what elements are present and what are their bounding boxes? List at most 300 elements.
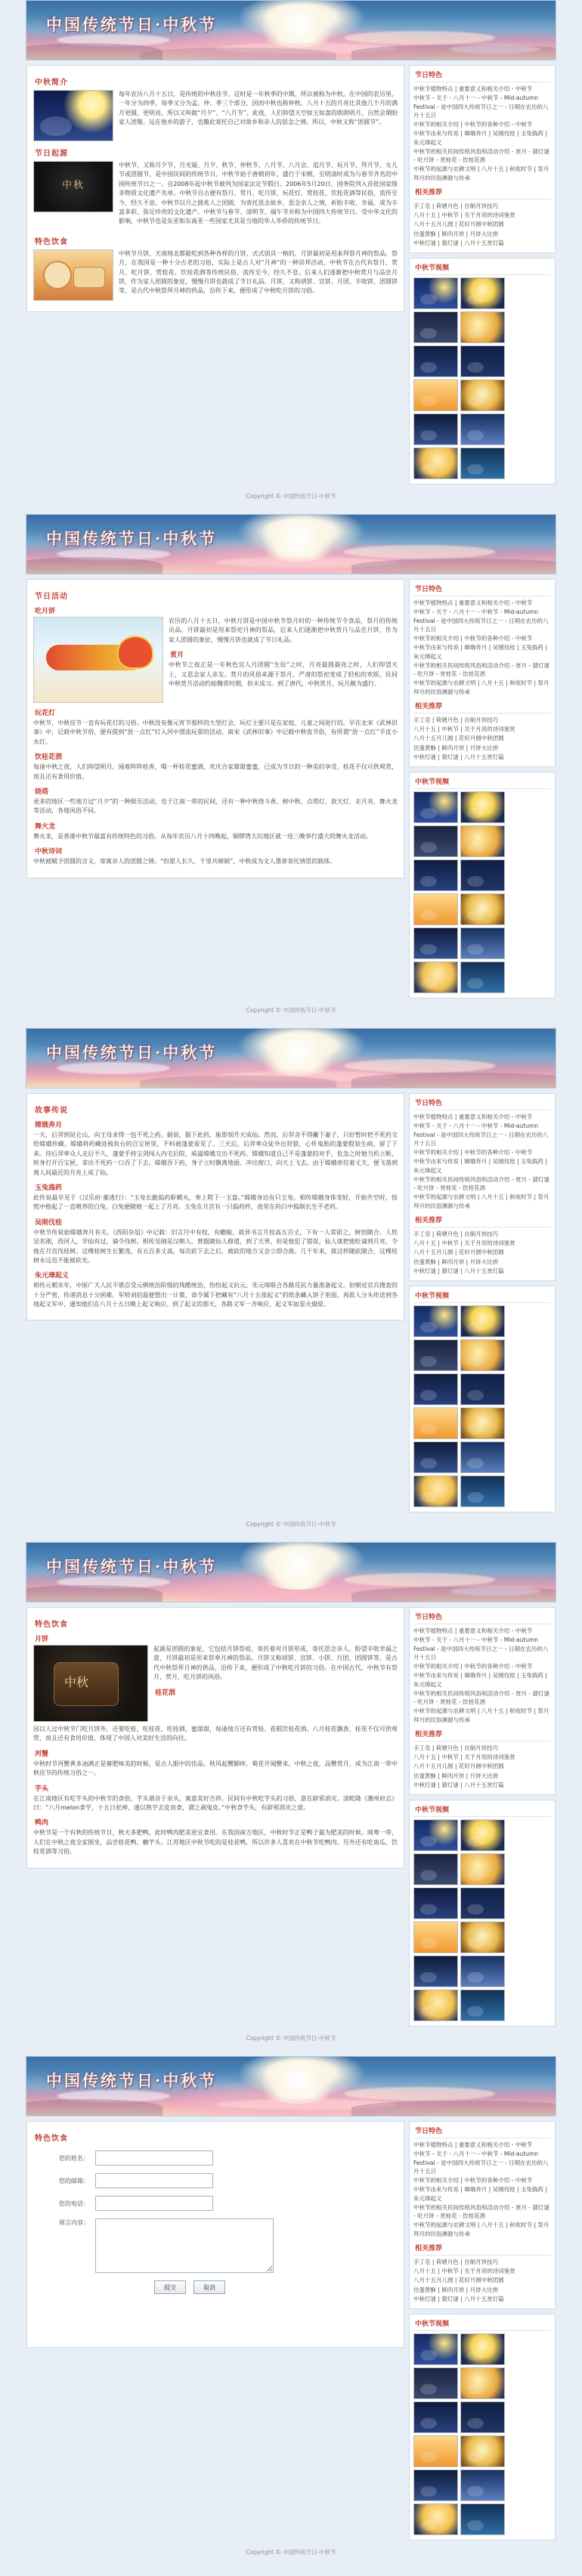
activity-title-mooncake: 吃月饼	[35, 608, 56, 615]
recommend-link[interactable]: 仿蛋黄酥 | 鲜肉月饼 | 月饼大比拼	[413, 1258, 499, 1265]
list-item[interactable]	[413, 202, 551, 211]
recommend-link[interactable]: 八月十五月儿圆 | 花好月圆中秋团圆	[413, 735, 504, 742]
hot-list	[413, 599, 551, 697]
gallery-thumb[interactable]	[413, 1305, 458, 1337]
form-row-email	[47, 2173, 398, 2188]
gallery-thumb[interactable]	[460, 1441, 505, 1473]
gallery-thumb[interactable]	[460, 413, 505, 445]
gallery-thumb[interactable]	[413, 1441, 458, 1473]
banner-moon	[253, 5, 342, 48]
banner-moon	[253, 519, 342, 562]
hot-link[interactable]: 中秋节 - 关于 - 八月十一 - 中秋节 - Mid-autumn Festival - 是中国四大传统节日之一 - 日期在农历的八月十五日	[413, 1636, 549, 1661]
gallery-thumbs	[413, 791, 551, 993]
banner-cloud	[344, 545, 495, 559]
activity-title-fire-dragon: 舞火龙	[35, 822, 56, 831]
food-title-mooncake: 月饼	[35, 1636, 49, 1643]
gallery-thumb[interactable]	[413, 2503, 458, 2535]
list-item[interactable]	[413, 1113, 551, 1122]
banner-hill	[140, 1076, 336, 1088]
banner-moon	[253, 1547, 342, 1590]
banner-cloud	[344, 2087, 495, 2101]
food-text-osmanthus-wine: 因以人过中秋节门吃月饼外，还要吃桂、吃桂花、吃桂酒，蜜甜甜，每逢地方还有赏桂、花糕饮桂花酒。八月桂花飘香，桂花不仅可供观赏，而且还有食用价值，体现了中国人对美好生活的向往。	[33, 1726, 398, 1742]
dragon-dance-photo	[33, 617, 163, 703]
food-text-mooncake: 起源是团圆的象征，它包括月饼祭祖，寄托着对月饼形成，寄托思念亲人、盼望丰收幸福之意，月饼最初是用来祭奉月神的祭品。月饼又称胡饼、宫饼、小饼、月团、团圆饼等，是古代中秋祭拜月神的供品，沿传下来，便形成了中秋吃月饼的习俗。在中国古代，中秋节有祭月、赏月、吃月饼的风俗。	[153, 1646, 398, 1681]
hot-list	[413, 85, 551, 183]
list-item[interactable]	[413, 1671, 551, 1689]
recommend-link[interactable]: 八月十五月儿圆 | 花好月圆中秋团圆	[413, 221, 504, 228]
recommend-link[interactable]: 八月十五 | 中秋节 | 关于月亮的诗词鉴赏	[413, 212, 515, 218]
hot-panel	[409, 1607, 556, 1795]
recommend-list	[413, 1230, 551, 1276]
recommend-link[interactable]: 仿蛋黄酥 | 鲜肉月饼 | 月饼大比拼	[413, 230, 499, 237]
recommend-link[interactable]: 仿蛋黄酥 | 鲜肉月饼 | 月饼大比拼	[413, 2286, 499, 2293]
food-text-block	[153, 1645, 398, 1698]
gallery-thumb[interactable]	[413, 1887, 458, 1919]
gallery-thumb[interactable]	[460, 1955, 505, 1987]
gallery-thumb[interactable]	[460, 1819, 505, 1851]
list-item[interactable]	[413, 2295, 551, 2304]
list-item[interactable]	[413, 230, 551, 239]
list-item[interactable]	[413, 1230, 551, 1239]
banner-cloud	[57, 1062, 170, 1074]
hot-link[interactable]: 中秋节植物特点 | 重要意义和相关介绍 - 中秋节	[413, 599, 533, 606]
gallery-panel	[409, 258, 556, 485]
gallery-thumb[interactable]	[460, 1989, 505, 2021]
recommend-link[interactable]: 八月十五月儿圆 | 花好月圆中秋团圆	[413, 1763, 504, 1770]
list-item[interactable]	[413, 753, 551, 762]
gallery-thumb[interactable]	[413, 1373, 458, 1405]
activity-row-mooncake	[33, 617, 398, 703]
gallery-panel-title: 中秋节视频	[413, 1290, 551, 1303]
list-item[interactable]	[413, 1772, 551, 1781]
activity-title-osmanthus-wine: 饮桂花酒	[35, 754, 63, 762]
food-row	[33, 249, 398, 301]
form-row-name	[47, 2150, 398, 2166]
list-item[interactable]	[413, 1636, 551, 1662]
banner-hill	[351, 2101, 556, 2116]
list-item[interactable]	[413, 2203, 551, 2221]
name-input[interactable]	[95, 2150, 213, 2166]
recommend-link[interactable]: 八月十五 | 中秋节 | 关于月亮的诗词鉴赏	[413, 726, 515, 732]
sidebar-1	[409, 65, 556, 489]
recommend-link[interactable]: 仿蛋黄酥 | 鲜肉月饼 | 月饼大比拼	[413, 744, 499, 751]
content-wrap-3	[26, 1093, 556, 1517]
list-item[interactable]	[413, 608, 551, 634]
origin-text: 中秋节，又称月夕节、月光诞、月夕、秋节、仲秋节、八月节、八月会、追月节、玩月节、拜月节、女儿节或团圆节，是中国民间的传统节日。中秋节始于唐朝初年，盛行于宋朝，至明清时成为与春节齐名的中国传统节日之一。自2008年起中秋节被列为国家法定节假日。2006年5月20日，国务院列入首批国家级非物质文化遗产名单。中秋节自古便有祭月、赏月、吃月饼、玩花灯、赏桂花、饮桂花酒等民俗，流传至今，经久不息。中秋节以月之圆兆人之团圆，为寄托思念故乡，思念亲人之情，祈盼丰收、幸福，成为丰富多彩、弥足珍贵的文化遗产。中秋节与春节、清明节、端午节并称为中国四大传统节日。受中华文化的影响，中秋节也是东亚和东南亚一些国家尤其是当地的华人华侨的传统节日。	[119, 162, 398, 225]
message-label: 留言内容：	[59, 2219, 89, 2226]
activity-text-moonview: 中秋节之夜正是一年秋色宜人月团圆“生辰”之时，月亮最圆最亮之时，人们仰望天上，又思念家人亲友。赏月的风俗来源于祭月，严肃的祭祀变成了轻松的欢娱。民间中秋赏月活动约始魏晋时期，但未成习。到了唐代，中秋赏月、玩月颇为盛行。	[169, 661, 398, 687]
list-item[interactable]	[413, 2141, 551, 2150]
footer: Copyright © 中国传统节日-中秋节	[246, 493, 336, 500]
site-banner	[26, 1028, 556, 1088]
hot-link[interactable]: 中秋节的相关民间传统风俗和活动介绍 - 赏月 - 猜灯谜 - 吃月饼 - 赏桂花 - 饮桂花酒	[413, 147, 549, 163]
hot-list	[413, 2141, 551, 2239]
activity-title-poetry: 中秋诗词	[35, 848, 63, 856]
banner-title: 中国传统节日·中秋节	[46, 2071, 218, 2090]
gallery-thumb[interactable]	[413, 1339, 458, 1371]
legend-text-jade-rabbit: 此传说最早见于《汉乐府·董逃行》：“玉兔长跪捣药虾蟆丸，奉上陛下一玉盘。”嫦娥身边有只玉兔。相传嫦娥身体变轻，开始升空时，惊慌中抱起了一直喂养的白兔。白兔便随她一起上了月亮。玉兔在月宫有一只捣药杵，夜里在药臼中捣制长生不老药。	[33, 1194, 398, 1211]
recommend-link[interactable]: 中秋灯谜 | 猜灯谜 | 八月十五赏灯篇	[413, 753, 504, 760]
gallery-thumb[interactable]	[413, 1921, 458, 1953]
gallery-thumb[interactable]	[460, 277, 505, 309]
gallery-thumb[interactable]	[413, 1475, 458, 1507]
gallery-thumb[interactable]	[413, 961, 458, 993]
gallery-panel	[409, 772, 556, 999]
gallery-thumb[interactable]	[413, 413, 458, 445]
list-item[interactable]	[413, 2276, 551, 2285]
gallery-thumb[interactable]	[460, 2435, 505, 2467]
hot-link[interactable]: 中秋节的相关介绍 | 中秋节的各种介绍 - 中秋节	[413, 635, 533, 642]
banner-hill	[351, 1073, 556, 1088]
gallery-thumb[interactable]	[413, 2367, 458, 2399]
list-item[interactable]	[413, 2185, 551, 2203]
list-item[interactable]	[413, 599, 551, 608]
section-title-intro: 中秋简介	[35, 79, 68, 87]
list-item[interactable]	[413, 1193, 551, 1211]
list-item[interactable]	[413, 1148, 551, 1157]
footer: Copyright © 中国传统节日-中秋节	[246, 1007, 336, 1014]
form-buttons	[154, 2280, 398, 2294]
activity-text-block	[169, 617, 398, 692]
list-item[interactable]	[413, 120, 551, 129]
hot-link[interactable]: 中秋节的起源与农耕文明 | 八月十五 | 秋收时节 | 祭月拜月的民俗渊源与传承	[413, 1708, 549, 1723]
gallery-thumbs	[413, 1819, 551, 2021]
gallery-thumb[interactable]	[413, 379, 458, 411]
recommend-link[interactable]: 中秋灯谜 | 猜灯谜 | 八月十五赏灯篇	[413, 239, 504, 246]
gallery-thumb[interactable]	[413, 825, 458, 857]
submit-button[interactable]: 提交	[154, 2280, 186, 2294]
gallery-thumbs	[413, 277, 551, 479]
gallery-thumb[interactable]	[413, 2469, 458, 2501]
hot-link[interactable]: 中秋节 - 关于 - 八月十一 - 中秋节 - Mid-autumn Festival - 是中国四大传统节日之一 - 日期在农历的八月十五日	[413, 608, 549, 633]
gallery-thumb[interactable]	[460, 961, 505, 993]
activity-text-lantern: 中秋节，中秋佳节一直有玩花灯的习俗。中秋没有像元宵节那样的大型灯会，玩灯主要只是在家庭、儿童之间进行的。早在北宋《武林旧事》中，记载中秋节俗，便有提到“放一点红”灯入河中漂流玩耍的活动。南宋《武林旧事》中记载中秋夜节俗，有所谓“放一点红”羊皮小水灯。	[33, 720, 398, 745]
list-item[interactable]	[413, 147, 551, 166]
legend-text-wugang: 中秋节传说始嫦娥奔月有关。《酉阳杂俎》中记载：旧言月中有桂，有蟾蜍，故异书言月桂高五百丈，下有一人常斫之，树创随合。人姓吴名刚，西河人，学仙有过，谪令伐树。相传吴刚是汉朝人，曾跟随仙人修道，到了天界，但是他犯了错误，仙人就把他贬谪到月亮，令他在月宫伐桂树。这棵桂树生长繁茂，有五百多丈高，每次砍下去之后，被砍的地方又会立即合拢。几千年来，就这样随砍随合，这棵桂树永远也不能被砍光。	[33, 1228, 398, 1264]
sidebar-2	[409, 579, 556, 1003]
gallery-thumb[interactable]	[460, 2367, 505, 2399]
hot-panel-title: 节日特色	[413, 2125, 551, 2138]
gallery-thumbs	[413, 1305, 551, 1507]
gallery-thumb[interactable]	[460, 2469, 505, 2501]
hot-link[interactable]: 中秋节的起源与农耕文明 | 八月十五 | 秋收时节 | 祭月拜月的民俗渊源与传承	[413, 2221, 549, 2237]
gallery-thumb[interactable]	[460, 791, 505, 823]
hot-panel	[409, 1093, 556, 1281]
banner-title: 中国传统节日·中秋节	[46, 529, 218, 548]
list-item[interactable]	[413, 725, 551, 734]
hot-link[interactable]: 中秋节的相关介绍 | 中秋节的各种介绍 - 中秋节	[413, 1149, 533, 1156]
activity-title-burning-tower: 烧塔	[35, 788, 49, 796]
banner-cloud	[344, 1573, 495, 1587]
hot-link[interactable]: 中秋节的相关民间传统风俗和活动介绍 - 赏月 - 猜灯谜 - 吃月饼 - 赏桂花 - 饮桂花酒	[413, 1175, 549, 1191]
banner-hill	[140, 48, 336, 60]
content-wrap-4	[26, 1607, 556, 2031]
legend-title-change: 嫦娥奔月	[35, 1122, 63, 1129]
hot-link[interactable]: 中秋节由来与传说 | 嫦娥奔月 | 吴刚伐桂 | 玉兔捣药 | 朱元璋起义	[413, 644, 547, 660]
gallery-panel-title: 中秋节视频	[413, 2317, 551, 2331]
gallery-thumb[interactable]	[460, 1853, 505, 1885]
hot-panel	[409, 65, 556, 253]
hot-link[interactable]: 中秋节 - 关于 - 八月十一 - 中秋节 - Mid-autumn Festival - 是中国四大传统节日之一 - 日期在农历的八月十五日	[413, 94, 549, 119]
gallery-thumb[interactable]	[460, 825, 505, 857]
list-item[interactable]	[413, 165, 551, 183]
list-item[interactable]	[413, 1122, 551, 1148]
site-banner	[26, 0, 556, 60]
list-item[interactable]	[413, 1762, 551, 1771]
hot-link[interactable]: 中秋节由来与传说 | 嫦娥奔月 | 吴刚伐桂 | 玉兔捣药 | 朱元璋起义	[413, 1158, 547, 1174]
recommend-link[interactable]: 手工皂 | 荷塘月色 | 自制月饼技巧	[413, 1744, 499, 1751]
legend-title-wugang: 吴刚伐桂	[35, 1218, 63, 1227]
list-item[interactable]	[413, 94, 551, 120]
food-title-duck: 鸭肉	[35, 1819, 49, 1828]
gallery-thumb[interactable]	[460, 379, 505, 411]
email-label: 您的邮箱：	[59, 2177, 89, 2184]
main-column-2	[26, 579, 404, 878]
activity-title-moonview: 赏月	[170, 652, 184, 660]
gallery-thumb[interactable]	[460, 1887, 505, 1919]
hot-panel	[409, 2121, 556, 2309]
hot-link[interactable]: 中秋节由来与传说 | 嫦娥奔月 | 吴刚伐桂 | 玉兔捣药 | 朱元璋起义	[413, 130, 547, 146]
recommend-list	[413, 202, 551, 248]
mooncake-logo-photo	[33, 161, 113, 212]
recommend-panel-title: 相关推荐	[413, 186, 551, 200]
banner-hill	[351, 45, 556, 60]
list-item[interactable]	[413, 85, 551, 94]
banner-hill	[26, 557, 163, 574]
list-item[interactable]	[413, 734, 551, 743]
hot-link[interactable]: 中秋节的相关介绍 | 中秋节的各种介绍 - 中秋节	[413, 121, 533, 128]
list-item[interactable]	[413, 1157, 551, 1175]
gallery-thumb[interactable]	[460, 1475, 505, 1507]
food-title-osmanthus-wine: 桂花酒	[155, 1689, 176, 1697]
gallery-thumb[interactable]	[413, 1989, 458, 2021]
banner-moon	[253, 1033, 342, 1076]
gallery-thumb[interactable]	[460, 2333, 505, 2365]
banner-title: 中国传统节日·中秋节	[46, 15, 218, 34]
hot-link[interactable]: 中秋节 - 关于 - 八月十一 - 中秋节 - Mid-autumn Festival - 是中国四大传统节日之一 - 日期在农历的八月十五日	[413, 1122, 549, 1147]
list-item[interactable]	[413, 2267, 551, 2276]
activity-text-poetry: 中秋被赋予团圆的含义，寄寓亲人的团圆之情。“但愿人长久，千里共婵娟”，中秋成为文人墨客寄托情思的载体。	[33, 858, 336, 865]
form-row-message	[47, 2218, 398, 2273]
recommend-link[interactable]: 八月十五月儿圆 | 花好月圆中秋团圆	[413, 1249, 504, 1256]
recommend-list	[413, 1744, 551, 1790]
recommend-panel-title: 相关推荐	[413, 1728, 551, 1742]
sidebar-5	[409, 2121, 556, 2545]
banner-cloud	[344, 1059, 495, 1073]
hot-link[interactable]: 中秋节的相关民间传统风俗和活动介绍 - 赏月 - 猜灯谜 - 吃月饼 - 赏桂花 - 饮桂花酒	[413, 661, 549, 677]
gallery-thumb[interactable]	[413, 2333, 458, 2365]
recommend-panel-title: 相关推荐	[413, 2242, 551, 2256]
origin-row	[33, 161, 398, 230]
footer: Copyright © 中国传统节日-中秋节	[246, 1521, 336, 1528]
banner-hill	[351, 559, 556, 574]
hot-link[interactable]: 中秋节的起源与农耕文明 | 八月十五 | 秋收时节 | 祭月拜月的民俗渊源与传承	[413, 166, 549, 181]
recommend-link[interactable]: 中秋灯谜 | 猜灯谜 | 八月十五赏灯篇	[413, 2295, 504, 2302]
gallery-thumb[interactable]	[460, 345, 505, 377]
banner-title: 中国传统节日·中秋节	[46, 1557, 218, 1576]
list-item[interactable]	[413, 1239, 551, 1248]
hot-link[interactable]: 中秋节由来与传说 | 嫦娥奔月 | 吴刚伐桂 | 玉兔捣药 | 朱元璋起义	[413, 2186, 547, 2202]
list-item[interactable]	[413, 2221, 551, 2239]
gallery-thumb[interactable]	[413, 311, 458, 343]
list-item[interactable]	[413, 679, 551, 697]
gallery-thumb[interactable]	[460, 1373, 505, 1405]
section-title-special-food: 特色饮食	[35, 1621, 68, 1629]
hot-link[interactable]: 中秋节植物特点 | 重要意义和相关介绍 - 中秋节	[413, 1627, 533, 1634]
gallery-thumb[interactable]	[413, 447, 458, 479]
gallery-panel	[409, 2314, 556, 2540]
gallery-panel-title: 中秋节视频	[413, 262, 551, 275]
list-item[interactable]	[413, 1248, 551, 1257]
gallery-thumb[interactable]	[460, 2503, 505, 2535]
gallery-thumb[interactable]	[460, 893, 505, 925]
hot-link[interactable]: 中秋节植物特点 | 重要意义和相关介绍 - 中秋节	[413, 2141, 533, 2148]
gallery-thumb[interactable]	[413, 2401, 458, 2433]
activity-text-fire-dragon: 舞火龙，是香港中秋节最富有传统特色的习俗。从每年农历八月十四晚起，铜锣湾大坑地区就一连三晚举行盛大的舞火龙活动。	[33, 832, 372, 840]
hot-link[interactable]: 中秋节植物特点 | 重要意义和相关介绍 - 中秋节	[413, 85, 533, 92]
hot-link[interactable]: 中秋节由来与传说 | 嫦娥奔月 | 吴刚伐桂 | 玉兔捣药 | 朱元璋起义	[413, 1672, 547, 1688]
list-item[interactable]	[413, 1753, 551, 1762]
gallery-thumb[interactable]	[460, 1339, 505, 1371]
reset-button[interactable]: 取消	[193, 2280, 225, 2294]
gallery-thumb[interactable]	[413, 1819, 458, 1851]
list-item[interactable]	[413, 1662, 551, 1671]
list-item[interactable]	[413, 1627, 551, 1636]
recommend-link[interactable]: 仿蛋黄酥 | 鲜肉月饼 | 月饼大比拼	[413, 1772, 499, 1779]
list-item[interactable]	[413, 1175, 551, 1194]
main-column-5	[26, 2121, 404, 2348]
list-item[interactable]	[413, 1258, 551, 1267]
gallery-thumb[interactable]	[413, 927, 458, 959]
gallery-thumb[interactable]	[413, 1955, 458, 1987]
gallery-thumb[interactable]	[413, 893, 458, 925]
gallery-thumb[interactable]	[460, 2401, 505, 2433]
gallery-panel-title: 中秋节视频	[413, 776, 551, 789]
food-row-mooncake	[33, 1645, 398, 1722]
hot-link[interactable]: 中秋节的相关介绍 | 中秋节的各种介绍 - 中秋节	[413, 1663, 533, 1670]
recommend-link[interactable]: 八月十五 | 中秋节 | 关于月亮的诗词鉴赏	[413, 2268, 515, 2274]
list-item[interactable]	[413, 2258, 551, 2267]
main-column-4	[26, 1607, 404, 1869]
list-item[interactable]	[413, 634, 551, 643]
gallery-thumb[interactable]	[413, 277, 458, 309]
hot-panel-title: 节日特色	[413, 583, 551, 596]
recommend-link[interactable]: 手工皂 | 荷塘月色 | 自制月饼技巧	[413, 2258, 499, 2265]
recommend-link[interactable]: 中秋灯谜 | 猜灯谜 | 八月十五赏灯篇	[413, 1781, 504, 1788]
list-item[interactable]	[413, 1744, 551, 1753]
activity-text-mooncake: 农历的八月十五日，中秋月饼是中国中秋节祭月时的一种传统节令食品，祭月的传统贡品。月饼最初是用来祭祀月神的祭品，后来人们逐渐把中秋赏月与品尝月饼，作为家人团圆的象征，慢慢月饼也就成了节日礼品。	[169, 618, 398, 643]
gallery-thumb[interactable]	[460, 1407, 505, 1439]
phone-input[interactable]	[95, 2196, 213, 2211]
list-item[interactable]	[413, 239, 551, 248]
content-wrap-5	[26, 2121, 556, 2545]
gallery-thumb[interactable]	[413, 791, 458, 823]
hot-link[interactable]: 中秋节的相关介绍 | 中秋节的各种介绍 - 中秋节	[413, 2177, 533, 2184]
legend-text-zhuyuanzhang: 相传元朝末年，中原广大人民不堪忍受元朝统治阶级的残酷统治，纷纷起义抗元。朱元璋联合各路反抗力量准备起义。但朝廷官兵搜查的十分严密，传递消息十分困难。军师刘伯温便想出一计策，命令属下把藏有“八月十五夜起义”的纸条藏入饼子里面，再派人分头传送到各地起义军中，通知他们在八月十五日晚上起义响应。到了起义的那天，各路义军一齐响应，起义军如星火燎原。	[33, 1282, 398, 1308]
recommend-link[interactable]: 八月十五 | 中秋节 | 关于月亮的诗词鉴赏	[413, 1240, 515, 1246]
food-text-crab: 中秋时节河蟹黄多油满正是膏肥味美的时候，是古人眼中的佳品。秋风起蟹脚痒，菊花开闻蟹来。中秋之夜，品蟹赏月，成为江南一带中秋佳节的传统习俗之一。	[33, 1760, 398, 1777]
gallery-thumb[interactable]	[413, 2435, 458, 2467]
list-item[interactable]	[413, 211, 551, 220]
content-wrap-2	[26, 579, 556, 1003]
main-column-3	[26, 1093, 404, 1321]
list-item[interactable]	[413, 1781, 551, 1790]
list-item[interactable]	[413, 2150, 551, 2176]
gallery-thumb[interactable]	[460, 311, 505, 343]
list-item[interactable]	[413, 661, 551, 680]
content-wrap-1	[26, 65, 556, 489]
gallery-thumb[interactable]	[413, 345, 458, 377]
moon-photo	[33, 90, 113, 141]
hot-link[interactable]: 中秋节的相关民间传统风俗和活动介绍 - 赏月 - 猜灯谜 - 吃月饼 - 赏桂花 - 饮桂花酒	[413, 1689, 549, 1705]
recommend-list	[413, 2258, 551, 2304]
hot-link[interactable]: 中秋节的起源与农耕文明 | 八月十五 | 秋收时节 | 祭月拜月的民俗渊源与传承	[413, 680, 549, 695]
recommend-panel-title: 相关推荐	[413, 1214, 551, 1228]
section-title-form: 特色饮食	[35, 2135, 68, 2143]
footer: Copyright © 中国传统节日-中秋节	[246, 2549, 336, 2556]
hot-list	[413, 1627, 551, 1725]
recommend-link[interactable]: 手工皂 | 荷塘月色 | 自制月饼技巧	[413, 1230, 499, 1237]
section-title-origin: 节日起源	[35, 150, 68, 158]
gallery-thumb[interactable]	[413, 1407, 458, 1439]
recommend-link[interactable]: 八月十五月儿圆 | 花好月圆中秋团圆	[413, 2277, 504, 2284]
list-item[interactable]	[413, 2286, 551, 2295]
message-textarea[interactable]	[95, 2218, 274, 2273]
hot-link[interactable]: 中秋节的起源与农耕文明 | 八月十五 | 秋收时节 | 祭月拜月的民俗渊源与传承	[413, 1194, 549, 1209]
list-item[interactable]	[413, 1689, 551, 1708]
activity-text-burning-tower: 更多的地区一些地方过“月夕”的一种娱乐活动，也于江南一带的民间，还有一种中秋烧斗香、树中秋、点塔灯、放天灯、走月亮、舞火龙等活动，各地风俗不同。	[33, 797, 398, 815]
mooncake-photo	[33, 249, 113, 301]
gallery-thumb[interactable]	[413, 859, 458, 891]
legend-title-jade-rabbit: 玉兔捣药	[35, 1184, 63, 1192]
hot-link[interactable]: 中秋节 - 关于 - 八月十一 - 中秋节 - Mid-autumn Festival - 是中国四大传统节日之一 - 日期在农历的八月十五日	[413, 2150, 549, 2175]
sidebar-3	[409, 1093, 556, 1517]
recommend-link[interactable]: 八月十五 | 中秋节 | 关于月亮的诗词鉴赏	[413, 1754, 515, 1760]
email-input[interactable]	[95, 2173, 213, 2188]
legend-text-change: 一天，后羿到昆仑山，向王母求得一包不死之药。据说，服下此药，能即刻升天成仙。然而，后羿舍不得撇下妻子，只好暂时把不死药交给嫦娥珍藏。嫦娥将药藏进梳妆台的百宝匣里，不料被蓬蒙看见了。三天后，后羿率众徒外出狩猎，心怀鬼胎的蓬蒙假装生病，留了下来。待后羿率众人走后不久，蓬蒙手持宝剑闯入内宅后院，威逼嫦娥交出不死药。嫦娥知道自己不是蓬蒙的对手，危急之时她当机立断，转身打开百宝匣，拿出不死药一口吞了下去。嫦娥吞下药，身子立时飘离地面、冲出窗口，向天上飞去。由于嫦娥牵挂着丈夫，便飞落到离人间最近的月亮上成了仙。	[33, 1132, 398, 1176]
intro-text: 每年农历八月十五日，是传统的中秋佳节。这时是一年秋季的中期，所以被称为中秋。在中国的农历里，一年分为四季，每季又分为孟、仲、季三个部分，因而中秋也称仲秋。八月十五的月亮比其他几个月的满月更圆，更明亮，所以又叫做“月夕”、“八月节”。此夜，人们仰望天空如玉如盘的朗朗明月，自然会期盼家人团聚。远在他乡的游子，也籍此寄托自己对故乡和亲人的思念之情。所以，中秋又称“团圆节”。	[119, 91, 398, 126]
gallery-thumb[interactable]	[460, 859, 505, 891]
gallery-panel	[409, 1800, 556, 2026]
gallery-thumb[interactable]	[460, 927, 505, 959]
list-item[interactable]	[413, 1267, 551, 1276]
gallery-thumb[interactable]	[460, 1305, 505, 1337]
hot-link[interactable]: 中秋节的相关民间传统风俗和活动介绍 - 赏月 - 猜灯谜 - 吃月饼 - 赏桂花 - 饮桂花酒	[413, 2203, 549, 2219]
hot-link[interactable]: 中秋节植物特点 | 重要意义和相关介绍 - 中秋节	[413, 1113, 533, 1120]
list-item[interactable]	[413, 643, 551, 661]
gallery-thumb[interactable]	[460, 1921, 505, 1953]
section-title-food: 特色饮食	[35, 237, 68, 246]
hot-panel	[409, 579, 556, 767]
recommend-link[interactable]: 手工皂 | 荷塘月色 | 自制月饼技巧	[413, 202, 499, 209]
hot-list	[413, 1113, 551, 1211]
form-row-phone	[47, 2196, 398, 2211]
list-item[interactable]	[413, 1707, 551, 1725]
hot-panel-title: 节日特色	[413, 69, 551, 82]
gallery-thumb[interactable]	[413, 1853, 458, 1885]
list-item[interactable]	[413, 129, 551, 147]
recommend-link[interactable]: 手工皂 | 荷塘月色 | 自制月饼技巧	[413, 716, 499, 723]
list-item[interactable]	[413, 716, 551, 725]
list-item[interactable]	[413, 744, 551, 753]
gallery-thumb[interactable]	[460, 447, 505, 479]
list-item[interactable]	[413, 220, 551, 229]
legend-title-zhuyuanzhang: 朱元璋起义	[35, 1272, 70, 1280]
food-text-taro: 在江南地区有吃芋头的中秋节的食俗，芋头谐音于余头，寓意美好吉祥。民间有中秋吃芋头的习俗，意在辟邪消灾。清乾隆《潮州府志》曰：“八月melon食芋，十五日祀神，通以熟芋去皮而食，谓之剥鬼皮。”中秋食芋头，有辟邪消灾之意。	[33, 1794, 398, 1811]
list-item[interactable]	[413, 2176, 551, 2185]
recommend-link[interactable]: 中秋灯谜 | 猜灯谜 | 八月十五赏灯篇	[413, 1267, 504, 1274]
activity-text-osmanthus-wine: 每逢中秋之夜，人们仰望明月，闻着阵阵桂香，喝一杯桂花蜜酒，欢庆合家甜甜蜜蜜，已成为节日的一种美的享受。桂花不仅可供观赏，而且还有食用价值。	[33, 763, 398, 780]
